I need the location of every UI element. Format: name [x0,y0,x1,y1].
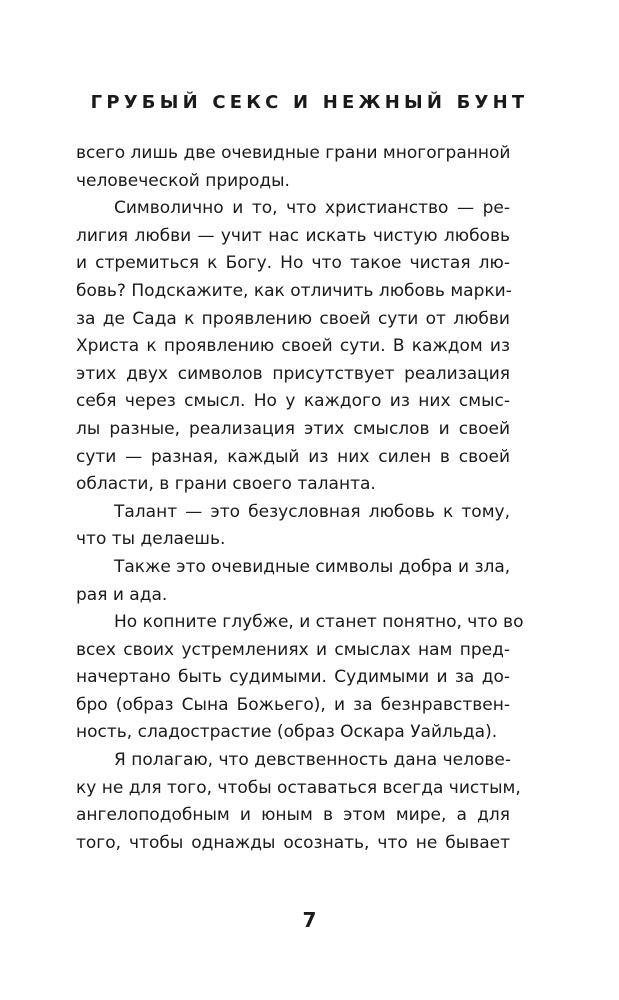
text-line: Талант — это безусловная любовь к тому, [114,501,510,522]
text-line: этих двух символов присутствует реализация [76,363,510,384]
text-line: области, в грани своего таланта. [76,474,376,495]
body-text [76,140,524,857]
text-line: сути — разная, каждый из них силен в своей [76,446,510,467]
text-line: бовь? Подскажите, как отличить любовь марки- [76,280,512,301]
text-line: Также это очевидные символы добра и зла, [114,556,511,577]
text-line: за де Сада к проявлению своей сути от любви [76,308,510,329]
text-line: ку не для того, чтобы оставаться всегда чистым, [76,777,521,798]
text-line: рая и ада. [76,584,168,605]
text-line: Христа к проявлению своей сути. В каждом из [76,336,510,357]
text-line: начертано быть судимыми. Судимыми и за до- [76,667,510,688]
running-head: ГРУБЫЙ СЕКС И НЕЖНЫЙ БУНТ [90,92,529,113]
text-line: всех своих устремлениях и смыслах нам пред- [76,639,510,660]
text-line: бро (образ Сына Божьего), и за безнравствен- [76,694,510,715]
text-line: и стремиться к Богу. Но что такое чистая лю- [76,253,510,274]
text-line: человеческой природы. [76,170,290,191]
text-line: всего лишь две очевидные грани многогранной [76,143,511,163]
text-line: того, чтобы однажды осознать, что не бывает [76,832,510,853]
text-line: лы разные, реализация этих смыслов и своей [76,418,510,439]
text-line: Символично и то, что христианство — ре- [114,198,510,219]
text-line: ность, сладострастие (образ Оскара Уайльда). [76,722,498,743]
text-line: лигия любви — учит нас искать чистую любовь [76,225,510,246]
text-line: что ты делаешь. [76,529,226,550]
text-line: Я полагаю, что девственность дана челове- [114,750,511,771]
text-line: ангелоподобным и юным в этом мире, а для [76,805,510,826]
page-number: 7 [302,908,317,932]
text-line: Но копните глубже, и станет понятно, что во [114,612,524,633]
text-line: себя через смысл. Но у каждого из них смыс- [76,391,510,412]
